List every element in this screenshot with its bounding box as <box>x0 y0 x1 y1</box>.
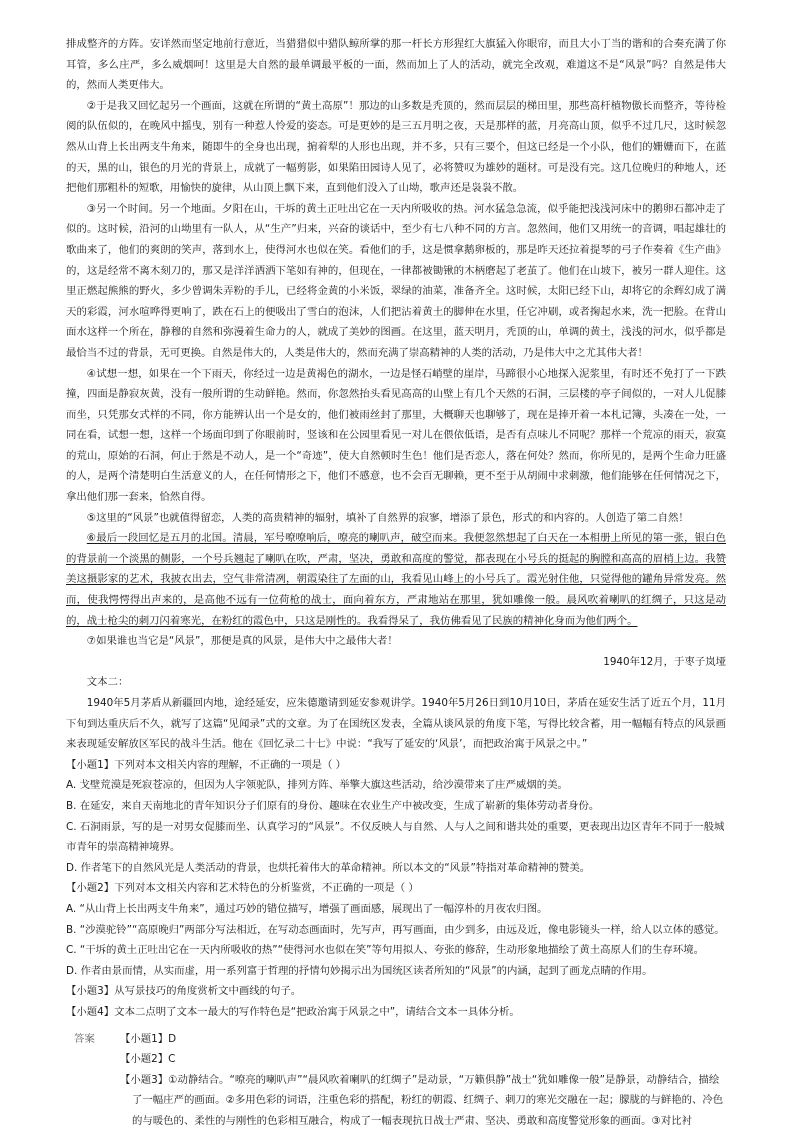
answer-q1: 【小题1】D <box>120 1029 726 1050</box>
answer-q2: 【小题2】C <box>120 1049 726 1070</box>
question-2-stem: 【小题2】下列对本文相关内容和艺术特色的分析鉴赏，不正确的一项是（ ） <box>66 878 726 899</box>
question-2-option-b: B. “沙漠驼铃”“高原晚归”两部分写法相近，在写动态画面时，先写声，再写画面，由少到多，由远及近，像电影镜头一样，给人以立体的感觉。 <box>66 920 726 941</box>
answer-label: 答案 <box>74 1029 95 1050</box>
question-1-option-c: C. 石洞雨景，写的是一对男女促膝而坐、认真学习的“风景”。不仅反映人与自然、人与人之间和谐共处的重要，更表现出边区青年不同于一般城市青年的崇高精神境界。 <box>66 817 726 858</box>
question-1-option-b: B. 在延安，来自天南地北的青年知识分子们原有的身份、趣味在农业生产中被改变，生成了崭新的集体劳动者身份。 <box>66 796 726 817</box>
answer-block <box>66 1029 726 1131</box>
question-3-stem: 【小题3】从写景技巧的角度赏析文中画线的句子。 <box>66 981 726 1002</box>
paragraph-1-continued: 排成整齐的方阵。安详然而坚定地前行意近，当猎猎似中猎队鲸所掌的那一杆长方形猩红大旗猛入你眼帘，而且大小丁当的谐和的合奏充满了你耳管，多么庄严，多么威烟呵！这里是大自然的最单调最平板的一面，然而加上了人的活动，就完全改观，难道这不是“风景”吗？自然是伟大的，然而人类更伟大。 <box>66 34 726 96</box>
question-1-stem: 【小题1】下列对本文相关内容的理解，不正确的一项是（ ） <box>66 755 726 776</box>
paragraph-2: ②于是我又回忆起另一个画面，这就在所谓的“黄土高原”！那边的山多数是秃顶的，然而层层的梯田里，那些高杆植物傲长而整齐，等待检阅的队伍似的，在晚风中摇曳，别有一种惹人怜爱的姿态。可是更妙的是三五月明之夜，天是那样的蓝，月亮高山顶，似乎不过几尺，这时候忽然从山背上长出两支牛角来，随即牛的全身也出现，掮着犁的人形也出现，并不多，只有三要个，但这已经是一个小队，他们的姗姗而下，在蓝的天，黑的山，银色的月光的背景上，成就了一幅剪影，如果陷田园诗人见了，必将赞叹为雄妙的题材。可是没有完。这几位晚归的种地人，还把他们那粗朴的短歌，用愉快的旋律，从山顶上飘下来，直到他们没入了山坳，歌声还是袅袅不散。 <box>66 96 726 199</box>
text2-paragraph: 1940年5月茅盾从新疆回内地，途经延安，应朱德邀请到延安参观讲学。1940年5月26日到10月10日，茅盾在延安生活了近五个月，11月下旬到达重庆后不久，就写了这篇“见闻录”式的文章。为了在国统区发表，全篇从谈风景的角度下笔，写得比较含蓄，用一幅幅有特点的风景画来表现延安解放区军民的战斗生活。他在《回忆录二十七》中说：“我写了延安的‘风景’，而把政治寓于风景之中。” <box>66 693 726 755</box>
answer-q3: 【小题3】①动静结合。“嘹亮的喇叭声”“晨风吹着喇叭的红绸子”是动景，“万籁俱静”战士“犹如雕像一般”是静景，动静结合，描绘了一幅庄严的画面。②多用色彩的词语，注重色彩的搭配，粉红的朝霞、红绸子、刺刀的寒光交融在一起；朦胧的与鲜艳的、冷色的与暖色的、柔性的与刚性的色彩相互融合，构成了一幅表现抗日战士严肃、坚决、勇敢和高度警觉形象的画面。③对比衬 <box>120 1070 726 1131</box>
answer-content <box>120 1029 726 1131</box>
text2-heading: 文本二： <box>66 672 726 693</box>
question-1-option-a: A. 戈壁荒漠是死寂苍凉的，但因为人字领驼队，排列方阵、举擎大旗这些活动，给沙漠带来了庄严威烟的美。 <box>66 775 726 796</box>
question-2-option-c: C. “干坼的黄土正吐出它在一天内所吸收的热”“使得河水也似在笑”等句用拟人、夸张的修辞，生动形象地描绘了黄土高原人们的生存环境。 <box>66 940 726 961</box>
paragraph-5: ⑤这里的“风景”也就值得留恋，人类的高贵精神的辐射，填补了自然界的寂寥，增添了景色，形式的和内容的。人创造了第二自然！ <box>66 508 726 529</box>
question-2-option-a: A. “从山背上长出两支牛角来”，通过巧妙的错位描写，增强了画面感，展现出了一幅淳朴的月夜农归图。 <box>66 899 726 920</box>
question-2-option-d: D. 作者由景而情，从实而虚，用一系列富于哲理的抒情句妙揭示出为国统区读者所知的“风景”的内涵，起到了画龙点睛的作用。 <box>66 961 726 982</box>
paragraph-7: ⑦如果谁也当它是“风景”，那便是真的风景，是伟大中之最伟大者！ <box>66 631 726 652</box>
paragraph-6-underlined: ⑥最后一段回忆是五月的北国。清晨，军号嘹嘹响后，嘹亮的喇叭声，破空而来。我便忽然想起了白天在一本相册上所见的第一张，银白色的背景前一个淡黑的侧影，一个号兵翘起了喇叭在吹，严肃，坚决，勇敢和高度的警觉，都表现在小号兵的挺起的胸膛和高高的眉梢上边。我赞美这摄影家的艺术，我披衣出去，空气非常清冽，朝霞染往了左面的山，我看见山峰上的小号兵了。霞光射住他，只觉得他的罐角异常发亮。然而，使我愕愕得出声来的，是高他不远有一位荷枪的战士，面向着东方，严肃地站在那里，犹如雕像一般。晨风吹着喇叭的红绸子，只这是动的，战士枪尖的刺刀闪着寒光，在粉红的霞色中，只这是刚性的。我看得呆了，我仿佛看见了民族的精神化身而为他们两个。 <box>66 528 726 631</box>
question-4-stem: 【小题4】文本二点明了文本一最大的写作特色是“把政治寓于风景之中”，请结合文本一具体分析。 <box>66 1002 726 1023</box>
paragraph-4: ④试想一想，如果在一个下雨天，你经过一边是黄褐色的湖水，一边是怪石峭壁的崖岸，马蹄很小心地探入泥浆里，有时还不免打了一下跌撞，四面是静寂灰黄，没有一般所谓的生动鲜艳。然而，你忽然抬头看见高高的山壁上有几个天然的石洞，三层楼的亭子间似的，一对人儿促膝而坐，只凭那女式样的不同，你方能辨认出一个是女的，他们被雨丝封了那里，大概聊天也聊够了，现在是捧开着一本札记簿，头凑在一处，一同在看，试想一想，这样一个场面印到了你眼前时，竖该和在公园里看见一对儿在偎依低语，是否有点味儿不同呢？那样一个荒凉的雨天，寂寞的荒山，原始的石洞，何止于然是不动人，是一个“奇迹”，使大自然顿时生色！他们是否恋人，落在何处？然而，你所见的，是两个生命力旺盛的人，是两个清楚明白生活意义的人，在任何情形之下，他们不感意，也不会百无聊赖，更不至于从胡闹中求刺激，他们能够在任何情况之下，拿出他们那一套来，恰然自得。 <box>66 364 726 508</box>
document-page <box>66 34 726 1131</box>
paragraph-3: ③另一个时间。另一个地面。夕阳在山，干坼的黄土正吐出它在一天内所吸收的热。河水猛急急流，似乎能把浅浅河床中的鹅卵石都冲走了似的。这时候，沿河的山坳里有一队人，从“生产”归来，兴奋的谈话中，至少有七八种不同的方言。忽然间，他们又用统一的音调，唱起雄壮的歌曲来了，他们的爽朗的笑声，落到水上，使得河水也似在笑。看他们的手，这是惯拿鹅卵板的，那是昨天还拉着提琴的弓子作奏着《生产曲》的，这是经常不离木刻刀的，那又是洋洋洒洒下笔如有神的，但现在，一律都被锄锹的木柄磨起了老茧了。他们在山坡下，被另一群人迎住。这里正燃起熊熊的野火，多少曾调朱弄粉的手儿，已经将金黄的小米饭，翠绿的油菜，准备齐全。这时候，太阳已经下山，却将它的余辉幻成了满天的彩霞，河水喧哗得更响了，跌在石上的便吸出了雪白的泡沫，人们把沾着黄土的脚伸在水里，任它冲刷，或者掬起水来，洗一把脸。在背山面水这样一个所在，静穆的自然和弥漫着生命力的人，就成了美妙的图画。在这里，蓝天明月，秃顶的山，单调的黄土，浅浅的河水，似乎都是最恰当不过的背景，无可更换。自然是伟大的，人类是伟大的，然而充满了崇高精神的人类的活动，乃是伟大中之尤其伟大者！ <box>66 199 726 364</box>
question-1-option-d: D. 作者笔下的自然风光是人类活动的背景，也烘托着伟大的革命精神。所以本文的“风景”特指对革命精神的赞美。 <box>66 858 726 879</box>
signature-date: 1940年12月，于枣子岚垭 <box>66 652 726 673</box>
